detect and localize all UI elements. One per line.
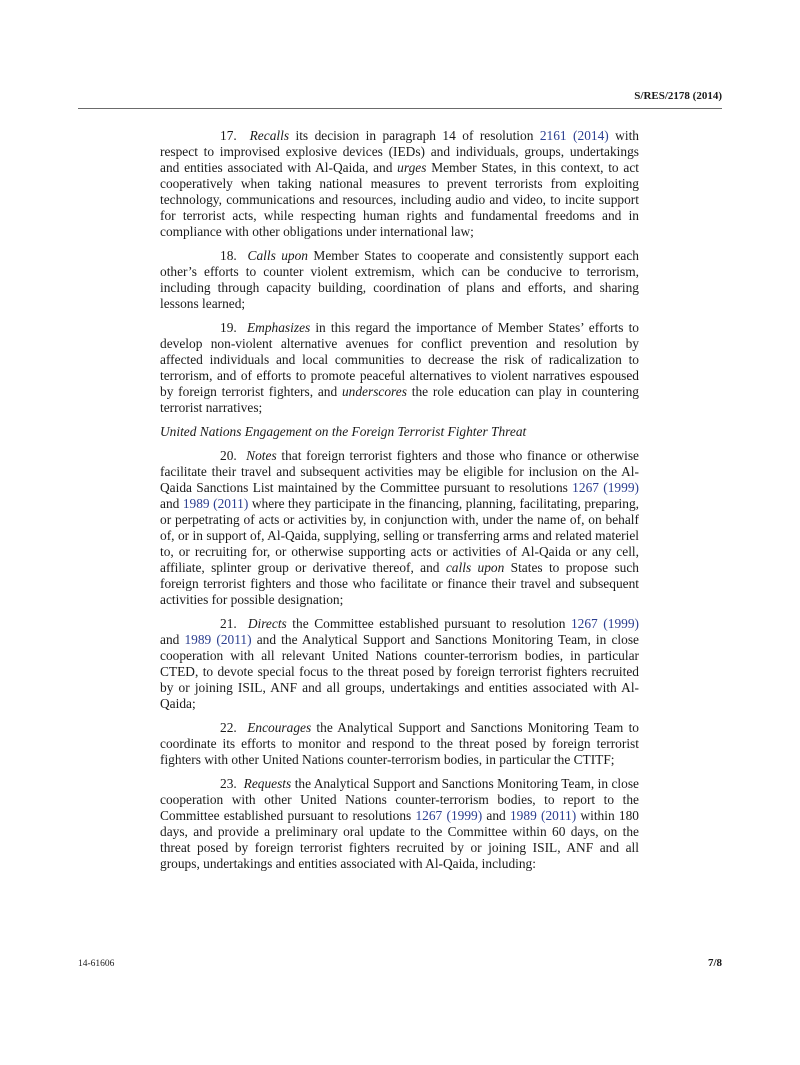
resolution-link-1267[interactable]: 1267 (1999) (572, 480, 639, 495)
operative-verb: Calls upon (247, 248, 309, 263)
paragraph-number: 20. (220, 448, 237, 463)
paragraph-number: 22. (220, 720, 237, 735)
paragraph-20 (160, 448, 639, 608)
paragraph-text: where they participate in the financing, planning, facilitating, preparing, or perpetrating of acts or activities by, in conjunction with, under the name of, on behalf of, or in support of, Al-Qaida, supplying, selling or transferring arms and related materiel to, or recruiting for, or otherwise supporting acts or activities of Al-Qaida or any cell, affiliate, splinter group or derivative thereof, and (160, 496, 639, 575)
paragraph-text: within 180 days, and provide a preliminary oral update to the Committee within 60 days, on the threat posed by foreign terrorist fighters recruited by or joining ISIL, ANF and all groups, undertakings and entities associated with Al-Qaida, including: (160, 808, 639, 871)
paragraph-number: 21. (220, 616, 237, 631)
paragraph-text: the Committee established pursuant to resolution (286, 616, 571, 631)
resolution-link-1989[interactable]: 1989 (2011) (182, 496, 249, 511)
operative-verb: urges (397, 160, 427, 175)
paragraph-text: Member States to cooperate and consistently support each other’s efforts to counter violent extremism, which can be conducive to terrorism, including through capacity building, coordination of plans and efforts, and sharing lessons learned; (160, 248, 639, 311)
paragraph-23 (160, 776, 639, 872)
paragraph-text: in this regard the importance of Member States’ efforts to develop non-violent alternative avenues for conflict prevention and resolution by affected individuals and local communities to decrease the risk of radicalization to terrorism, and of efforts to promote peaceful alternatives to violent narratives espoused by foreign terrorist fighters, and (160, 320, 639, 399)
operative-verb: calls upon (445, 560, 505, 575)
operative-verb: Encourages (247, 720, 312, 735)
resolution-link-2161[interactable]: 2161 (2014) (539, 128, 609, 143)
paragraph-text: that foreign terrorist fighters and those who finance or otherwise facilitate their travel and subsequent activities may be eligible for inclusion on the Al-Qaida Sanctions List maintained by the Committee pursuant to resolutions (160, 448, 639, 495)
header-divider (78, 108, 722, 109)
paragraph-17 (160, 128, 639, 240)
operative-verb: Notes (246, 448, 277, 463)
paragraph-text: and the Analytical Support and Sanctions Monitoring Team, in close cooperation with all relevant United Nations counter-terrorism bodies, in particular CTED, to devote special focus to the threat posed by foreign terrorist fighters recruited by or joining ISIL, ANF and all groups, undertakings and entities associated with Al-Qaida; (160, 632, 639, 711)
paragraph-number: 17. (220, 128, 237, 143)
operative-verb: Requests (243, 776, 292, 791)
paragraph-number: 18. (220, 248, 237, 263)
paragraph-text: and (160, 632, 185, 647)
page-number: 7/8 (707, 957, 722, 969)
operative-verb: Emphasizes (246, 320, 311, 335)
operative-verb: Recalls (249, 128, 290, 143)
document-symbol: S/RES/2178 (2014) (634, 90, 722, 102)
operative-verb: Directs (247, 616, 287, 631)
paragraph-text: the Analytical Support and Sanctions Monitoring Team, in close cooperation with other United Nations counter-terrorism bodies, to report to the Committee established pursuant to resolutions (160, 776, 640, 823)
document-body (160, 128, 639, 880)
paragraph-text: with respect to improvised explosive devices (IEDs) and individuals, groups, undertakings and entities associated with Al-Qaida, and (160, 128, 639, 175)
paragraph-number: 19. (220, 320, 237, 335)
paragraph-text: the role education can play in countering terrorist narratives; (160, 384, 639, 415)
paragraph-text: Member States, in this context, to act cooperatively when taking national measures to prevent terrorists from exploiting technology, communications and resources, including audio and video, to incite support for terrorist acts, while respecting human rights and fundamental freedoms and in compliance with other obligations under international law; (160, 160, 639, 239)
paragraph-19 (160, 320, 639, 416)
paragraph-text: and (482, 808, 510, 823)
paragraph-22 (160, 720, 639, 768)
job-number: 14-61606 (78, 959, 115, 969)
resolution-link-1267[interactable]: 1267 (1999) (570, 616, 639, 631)
paragraph-text: States to propose such foreign terrorist fighters and those who facilitate or finance their travel and subsequent activities for possible designation; (160, 560, 640, 607)
resolution-link-1989[interactable]: 1989 (2011) (184, 632, 252, 647)
operative-verb: underscores (341, 384, 407, 399)
paragraph-text: its decision in paragraph 14 of resolution (289, 128, 540, 143)
paragraph-text: and (160, 496, 183, 511)
paragraph-21 (160, 616, 639, 712)
resolution-link-1989[interactable]: 1989 (2011) (509, 808, 577, 823)
section-heading: United Nations Engagement on the Foreign Terrorist Fighter Threat (160, 424, 527, 439)
paragraph-number: 23. (220, 776, 237, 791)
resolution-link-1267[interactable]: 1267 (1999) (415, 808, 483, 823)
paragraph-text: the Analytical Support and Sanctions Monitoring Team to coordinate its efforts to monitor and respond to the threat posed by foreign terrorist fighters with other United Nations counter-terrorism bodies, in particular the CTITF; (160, 720, 639, 767)
paragraph-18 (160, 248, 639, 312)
